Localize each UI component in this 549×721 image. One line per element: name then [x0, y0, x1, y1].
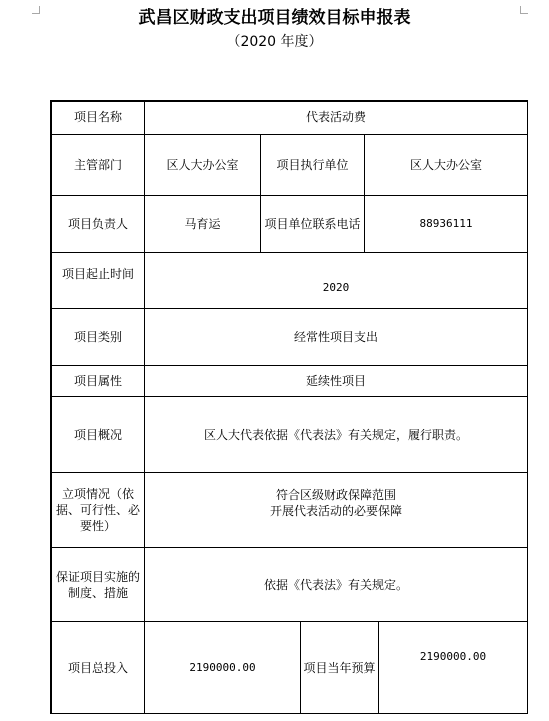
- exec-unit-value: 区人大办公室: [409, 158, 482, 172]
- attribute-value: 延续性项目: [305, 374, 366, 388]
- basis-label-line-2: 据、可行性、必: [55, 503, 140, 517]
- guarantee-value: 依据《代表法》有关规定。: [263, 577, 408, 592]
- leader-label: 项目负责人: [67, 217, 128, 231]
- attribute-label: 项目属性: [73, 374, 122, 388]
- basis-label: [52, 473, 144, 547]
- project-name-label: 项目名称: [73, 110, 122, 124]
- period-value: 2020: [322, 281, 350, 294]
- period-label: 项目起止时间: [61, 267, 134, 281]
- declaration-table: [50, 100, 528, 714]
- leader-value: 马育运: [184, 217, 221, 231]
- page-subtitle: （2020 年度）: [226, 34, 323, 50]
- guarantee-label-line-1: 保证项目实施的: [55, 569, 140, 584]
- department-value: 区人大办公室: [166, 158, 239, 172]
- basis-label-line-3: 要性）: [79, 519, 116, 533]
- overview-label: 项目概况: [73, 427, 122, 442]
- table-border-right: [527, 100, 528, 714]
- basis-value-line-2: 开展代表活动的必要保障: [269, 504, 402, 518]
- category-label: 项目类别: [73, 330, 122, 344]
- basis-value-line-1: 符合区级财政保障范围: [275, 488, 396, 502]
- guarantee-label-line-2: 制度、措施: [67, 585, 128, 600]
- basis-label-line-1: 立项情况（依: [61, 487, 134, 501]
- project-name-value: 代表活动费: [305, 110, 366, 124]
- phone-value: 88936111: [419, 217, 473, 230]
- phone-label: 项目单位联系电话: [264, 217, 361, 231]
- table-border-bottom: [50, 713, 528, 714]
- department-label: 主管部门: [73, 158, 122, 172]
- budget-label: 项目当年预算: [303, 660, 376, 675]
- basis-value: [145, 473, 527, 533]
- exec-unit-label: 项目执行单位: [276, 158, 349, 172]
- investment-value: 2190000.00: [189, 660, 256, 674]
- budget-value: 2190000.00: [419, 650, 487, 663]
- investment-label: 项目总投入: [67, 660, 128, 675]
- guarantee-label: [52, 548, 144, 621]
- page-title: 武昌区财政支出项目绩效目标申报表: [138, 8, 411, 28]
- overview-value: 区人大代表依据《代表法》有关规定，履行职责。: [203, 427, 468, 442]
- category-value: 经常性项目支出: [293, 330, 378, 344]
